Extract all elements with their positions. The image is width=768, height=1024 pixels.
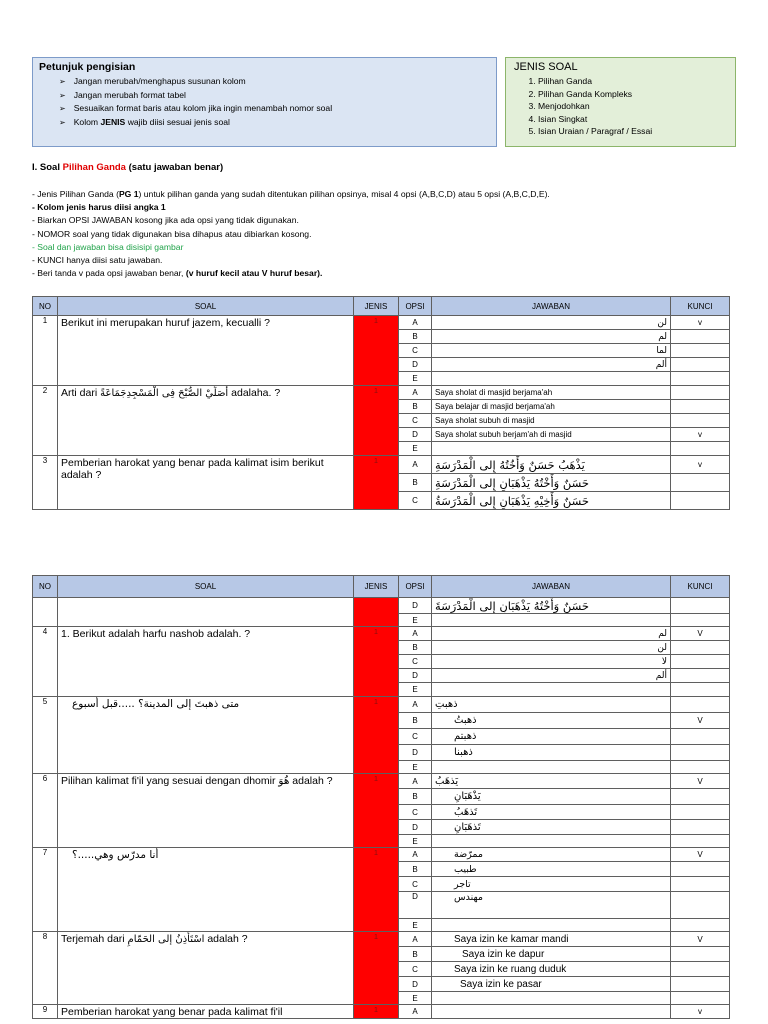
answer-cell[interactable]: حَسَنٌ وَأَخْتُهُ يَذْهَبَانِ إِلى الْمَدْرَسَةِ [432, 474, 671, 492]
answer-cell[interactable]: ذهبتم [432, 729, 671, 745]
table-row [33, 386, 730, 400]
instruction-line-7 [32, 268, 322, 278]
option-label: C [399, 962, 432, 977]
kunci-cell[interactable] [671, 641, 730, 655]
option-label: A [399, 774, 432, 789]
option-label: A [399, 456, 432, 474]
section-red: Pilihan Ganda [62, 162, 126, 173]
option-label: B [399, 641, 432, 655]
kunci-cell[interactable]: v [671, 316, 730, 330]
kunci-cell[interactable] [671, 877, 730, 892]
jenis-cell[interactable]: 1 [354, 774, 399, 848]
answer-cell[interactable] [432, 1005, 671, 1019]
instruction-line-6: - KUNCI hanya diisi satu jawaban. [32, 255, 163, 265]
kunci-cell[interactable] [671, 442, 730, 456]
kunci-cell[interactable] [671, 614, 730, 627]
question-number: 6 [33, 774, 58, 848]
option-label: A [399, 316, 432, 330]
kunci-cell[interactable] [671, 745, 730, 761]
jenis-soal-title: JENIS SOAL [514, 61, 578, 73]
answer-cell[interactable]: لن [432, 316, 671, 330]
answer-cell[interactable]: ألم [432, 358, 671, 372]
answer-cell[interactable]: Saya sholat di masjid berjama'ah [432, 386, 671, 400]
kunci-cell[interactable] [671, 358, 730, 372]
option-label: D [399, 428, 432, 442]
question-text[interactable]: متى ذهبتَ إلى المدينة؟ .....قبل أسبوع [58, 697, 354, 774]
petunjuk-item4-bold: JENIS [100, 116, 126, 127]
kunci-cell[interactable] [671, 761, 730, 774]
kunci-cell[interactable]: v [671, 456, 730, 474]
answer-cell[interactable]: Saya belajar di masjid berjama'ah [432, 400, 671, 414]
jenis-soal-item: 3. Menjodohkan [538, 100, 727, 113]
table-row [33, 774, 730, 789]
instruction-text: - Beri tanda v pada opsi jawaban benar, [32, 268, 186, 278]
option-label: E [399, 919, 432, 932]
kunci-cell[interactable] [671, 962, 730, 977]
answer-cell[interactable]: لم [432, 627, 671, 641]
answer-cell[interactable]: Saya sholat subuh di masjid [432, 414, 671, 428]
answer-cell[interactable]: يَذْهَبُ حَسَنٌ وَأَخُتُهُ إِلى الْمَدْرَسَةِ [432, 456, 671, 474]
question-text[interactable] [58, 598, 354, 627]
option-label: D [399, 977, 432, 992]
kunci-cell[interactable] [671, 992, 730, 1005]
option-label: D [399, 745, 432, 761]
instruction-text: ) untuk pilihan ganda yang sudah ditentukan pilihan opsinya, misal 4 opsi (A,B,C,D) atau 5 opsi (A,B,C,D,E). [138, 189, 550, 199]
option-label: B [399, 862, 432, 877]
question-text[interactable] [58, 774, 354, 848]
option-label: D [399, 892, 432, 919]
jenis-cell[interactable]: 1 [354, 386, 399, 456]
header-no: NO [33, 576, 58, 598]
option-label: B [399, 713, 432, 729]
header-kunci: KUNCI [671, 576, 730, 598]
jenis-cell[interactable]: 1 [354, 1005, 399, 1019]
table-row [33, 697, 730, 713]
option-label: D [399, 598, 432, 614]
answer-cell[interactable]: لا [432, 655, 671, 669]
question-text[interactable]: أنا مدرّس وهي.....؟ [58, 848, 354, 932]
question-text[interactable]: Berikut ini merupakan huruf jazem, kecualli ? [58, 316, 354, 386]
section-title [32, 162, 223, 173]
table-row [33, 848, 730, 862]
answer-cell[interactable]: ذهبتُ [432, 713, 671, 729]
option-label: A [399, 848, 432, 862]
instruction-text: - Jenis Pilihan Ganda ( [32, 189, 119, 199]
question-number: 7 [33, 848, 58, 932]
table-header [33, 297, 730, 316]
answer-cell[interactable] [432, 835, 671, 848]
kunci-cell[interactable] [671, 977, 730, 992]
kunci-cell[interactable] [671, 729, 730, 745]
jenis-cell[interactable] [354, 598, 399, 627]
kunci-cell[interactable] [671, 919, 730, 932]
answer-cell[interactable]: مهندس [432, 892, 671, 919]
option-label: B [399, 330, 432, 344]
table-row [33, 627, 730, 641]
kunci-cell[interactable]: v [671, 428, 730, 442]
option-label: C [399, 877, 432, 892]
answer-cell[interactable]: Saya izin ke dapur [432, 947, 671, 962]
petunjuk-item: ➢ Sesuaikan format baris atau kolom jika ingin menambah nomor soal [59, 102, 490, 116]
option-label: E [399, 992, 432, 1005]
petunjuk-item4-prefix: Kolom [73, 116, 99, 127]
question-text-arabic: أُصَلِّيْ الصُّبْحَ فِى الْمَسْجِدِجَمَاعَةً [100, 388, 229, 399]
kunci-cell[interactable]: V [671, 627, 730, 641]
option-label: C [399, 414, 432, 428]
answer-cell[interactable]: لم [432, 330, 671, 344]
option-label: B [399, 474, 432, 492]
question-number: 4 [33, 627, 58, 697]
header-jenis: JENIS [354, 297, 399, 316]
instruction-bold: PG 1 [118, 189, 139, 199]
kunci-cell[interactable] [671, 835, 730, 848]
question-text-pre: Arti dari [61, 387, 98, 399]
answer-cell[interactable]: حَسَنٌ وَأَخِيْهِ يَذْهَبَانِ إِلى الْمَدْرَسَةُ [432, 492, 671, 510]
option-label: D [399, 669, 432, 683]
answer-cell[interactable]: ممرّضة [432, 848, 671, 862]
kunci-cell[interactable]: v [671, 1005, 730, 1019]
kunci-cell[interactable] [671, 386, 730, 400]
answer-cell[interactable]: ذهبتِ [432, 697, 671, 713]
header-opsi: OPSI [399, 297, 432, 316]
kunci-cell[interactable] [671, 655, 730, 669]
answer-cell[interactable]: تاجر [432, 877, 671, 892]
question-text-pre: Pilihan kalimat fi'il yang sesuai dengan dhomir [61, 775, 276, 787]
jenis-soal-item: 5. Isian Uraian / Paragraf / Essai [538, 125, 727, 138]
answer-cell[interactable]: ذهبنا [432, 745, 671, 761]
option-label: C [399, 805, 432, 820]
kunci-cell[interactable] [671, 789, 730, 805]
answer-cell[interactable]: Saya sholat subuh berjam'ah di masjid [432, 428, 671, 442]
petunjuk-item4-rest: wajib diisi sesuai jenis soal [127, 116, 230, 127]
answer-cell[interactable] [432, 761, 671, 774]
option-label: E [399, 683, 432, 697]
kunci-cell[interactable] [671, 805, 730, 820]
option-label: C [399, 344, 432, 358]
kunci-cell[interactable] [671, 683, 730, 697]
question-text-arabic: هُوَ [278, 775, 290, 787]
jenis-soal-box [505, 57, 736, 147]
jenis-soal-item: 2. Pilihan Ganda Kompleks [538, 88, 727, 101]
table-row [33, 932, 730, 947]
question-number: 8 [33, 932, 58, 1005]
answer-cell[interactable] [432, 992, 671, 1005]
kunci-cell[interactable] [671, 892, 730, 919]
kunci-cell[interactable] [671, 330, 730, 344]
section-prefix: I. Soal [32, 162, 60, 173]
option-label: E [399, 614, 432, 627]
jenis-cell[interactable]: 1 [354, 697, 399, 774]
table-row [33, 1005, 730, 1019]
instruction-line-3: - Biarkan OPSI JAWABAN kosong jika ada opsi yang tidak digunakan. [32, 215, 299, 225]
option-label: C [399, 729, 432, 745]
jenis-cell[interactable]: 1 [354, 627, 399, 697]
jenis-cell[interactable]: 1 [354, 456, 399, 510]
option-label: D [399, 358, 432, 372]
answer-cell[interactable]: لن [432, 641, 671, 655]
instruction-line-5: - Soal dan jawaban bisa disisipi gambar [32, 242, 184, 252]
answer-cell[interactable] [432, 683, 671, 697]
question-number: 2 [33, 386, 58, 456]
instruction-bold: (v huruf kecil atau V huruf besar). [185, 268, 323, 278]
kunci-cell[interactable] [671, 669, 730, 683]
option-label: A [399, 386, 432, 400]
option-label: A [399, 697, 432, 713]
option-label: E [399, 761, 432, 774]
kunci-cell[interactable] [671, 697, 730, 713]
table-header [33, 576, 730, 598]
answer-cell[interactable] [432, 614, 671, 627]
table-row [33, 456, 730, 474]
option-label: C [399, 492, 432, 510]
question-number: 5 [33, 697, 58, 774]
answer-cell[interactable]: ألم [432, 669, 671, 683]
kunci-cell[interactable] [671, 400, 730, 414]
answer-cell[interactable]: تَذهَبُ [432, 805, 671, 820]
question-table-1 [32, 296, 730, 510]
answer-cell[interactable]: Saya izin ke kamar mandi [432, 932, 671, 947]
answer-cell[interactable]: يَذْهَبَانِ [432, 789, 671, 805]
question-text-post: adalaha. ? [231, 387, 281, 399]
kunci-cell[interactable] [671, 598, 730, 614]
petunjuk-item: ➢ Jangan merubah/menghapus susunan kolom [59, 75, 490, 89]
question-text-arabic: اسْتَأْذِنُ إلى الحَمّامِ [127, 934, 205, 945]
option-label: C [399, 655, 432, 669]
answer-cell[interactable]: Saya izin ke pasar [432, 977, 671, 992]
kunci-cell[interactable] [671, 947, 730, 962]
answer-cell[interactable] [432, 919, 671, 932]
kunci-cell[interactable]: V [671, 713, 730, 729]
kunci-cell[interactable] [671, 492, 730, 510]
header-kunci: KUNCI [671, 297, 730, 316]
answer-cell[interactable]: حَسَنٌ وَأَخْتُهُ يَذْهَبَانِ إِلى الْمَدْرَسَةَ [432, 598, 671, 614]
answer-cell[interactable]: Saya izin ke ruang duduk [432, 962, 671, 977]
petunjuk-list [39, 75, 490, 129]
option-label: B [399, 947, 432, 962]
header-soal: SOAL [58, 297, 354, 316]
instruction-line-2: - Kolom jenis harus diisi angka 1 [32, 202, 166, 212]
option-label: E [399, 835, 432, 848]
question-number [33, 598, 58, 627]
kunci-cell[interactable] [671, 862, 730, 877]
kunci-cell[interactable] [671, 474, 730, 492]
table-row [33, 598, 730, 614]
option-label: B [399, 400, 432, 414]
answer-cell[interactable]: طبيب [432, 862, 671, 877]
option-label: A [399, 1005, 432, 1019]
instruction-line-4: - NOMOR soal yang tidak digunakan bisa dihapus atau dibiarkan kosong. [32, 229, 312, 239]
option-label: D [399, 820, 432, 835]
header-jenis: JENIS [354, 576, 399, 598]
question-text-post: adalah ? [207, 933, 248, 945]
answer-cell[interactable]: لما [432, 344, 671, 358]
question-text[interactable] [58, 932, 354, 1005]
petunjuk-item: ➢ Jangan merubah format tabel [59, 89, 490, 103]
petunjuk-box [32, 57, 497, 147]
question-number: 9 [33, 1005, 58, 1019]
kunci-cell[interactable] [671, 372, 730, 386]
option-label: E [399, 442, 432, 456]
question-number: 1 [33, 316, 58, 386]
answer-cell[interactable] [432, 372, 671, 386]
answer-cell[interactable] [432, 442, 671, 456]
jenis-cell[interactable]: 1 [354, 316, 399, 386]
question-table-2 [32, 575, 730, 1019]
petunjuk-title: Petunjuk pengisian [39, 61, 136, 73]
petunjuk-item [59, 116, 490, 130]
jenis-soal-list [514, 75, 727, 138]
header-jawaban: JAWABAN [432, 576, 671, 598]
jenis-soal-item: 4. Isian Singkat [538, 113, 727, 126]
answer-cell[interactable]: يَذهَبُ [432, 774, 671, 789]
jenis-cell[interactable]: 1 [354, 848, 399, 932]
kunci-cell[interactable] [671, 344, 730, 358]
answer-cell[interactable]: تَذهَبَانِ [432, 820, 671, 835]
option-label: A [399, 932, 432, 947]
kunci-cell[interactable]: V [671, 848, 730, 862]
jenis-soal-item: 1. Pilihan Ganda [538, 75, 727, 88]
header-no: NO [33, 297, 58, 316]
header-jawaban: JAWABAN [432, 297, 671, 316]
question-number: 3 [33, 456, 58, 510]
header-soal: SOAL [58, 576, 354, 598]
table-row [33, 316, 730, 330]
question-text[interactable]: 1. Berikut adalah harfu nashob adalah. ? [58, 627, 354, 697]
option-label: E [399, 372, 432, 386]
question-text-post: adalah ? [292, 775, 333, 787]
section-suffix: (satu jawaban benar) [128, 162, 224, 173]
header-opsi: OPSI [399, 576, 432, 598]
jenis-cell[interactable]: 1 [354, 932, 399, 1005]
kunci-cell[interactable] [671, 414, 730, 428]
question-text[interactable]: Pemberian harokat yang benar pada kalimat isim berikut adalah ? [58, 456, 354, 510]
option-label: A [399, 627, 432, 641]
instruction-line-1 [32, 189, 550, 199]
question-text-pre: Terjemah dari [61, 933, 125, 945]
kunci-cell[interactable]: V [671, 932, 730, 947]
kunci-cell[interactable] [671, 820, 730, 835]
question-text[interactable]: Pemberian harokat yang benar pada kalimat fi'il [58, 1005, 354, 1019]
option-label: B [399, 789, 432, 805]
question-text[interactable] [58, 386, 354, 456]
kunci-cell[interactable]: V [671, 774, 730, 789]
